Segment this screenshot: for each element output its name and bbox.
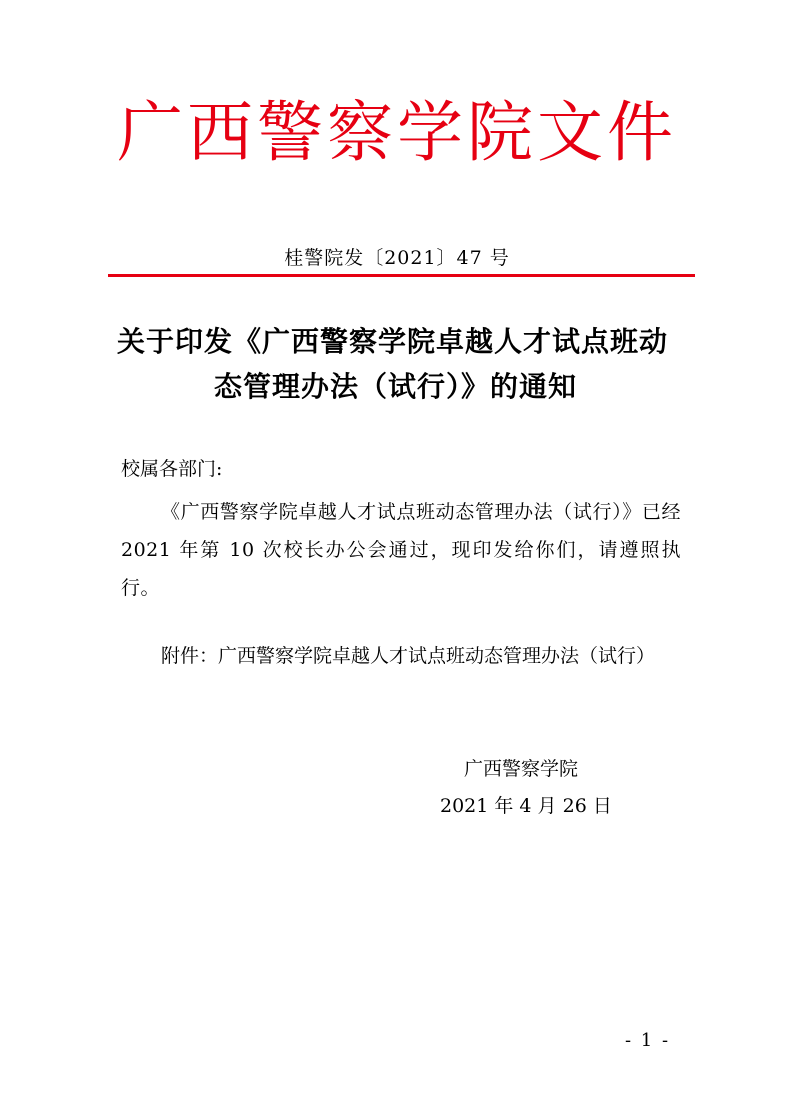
notice-title-line-1: 关于印发《广西警察学院卓越人才试点班动 [117, 325, 669, 358]
salutation: 校属各部门: [121, 458, 223, 480]
document-number: 桂警院发〔2021〕47 号 [284, 247, 510, 269]
document-masthead: 广西警察学院文件 [117, 94, 677, 171]
issue-date: 2021 年 4 月 26 日 [440, 795, 612, 817]
issuing-organization: 广西警察学院 [464, 758, 579, 780]
notice-title-line-2: 态管理办法（试行）》的通知 [214, 370, 578, 403]
attachment-line: 附件：广西警察学院卓越人才试点班动态管理办法（试行） [161, 645, 656, 667]
red-divider-line [108, 274, 695, 277]
page-number: - 1 - [625, 1030, 671, 1051]
body-paragraph: 《广西警察学院卓越人才试点班动态管理办法（试行）》已经 2021 年第 10 次校长办公会通过，现印发给你们，请遵照执行。 [121, 501, 681, 599]
